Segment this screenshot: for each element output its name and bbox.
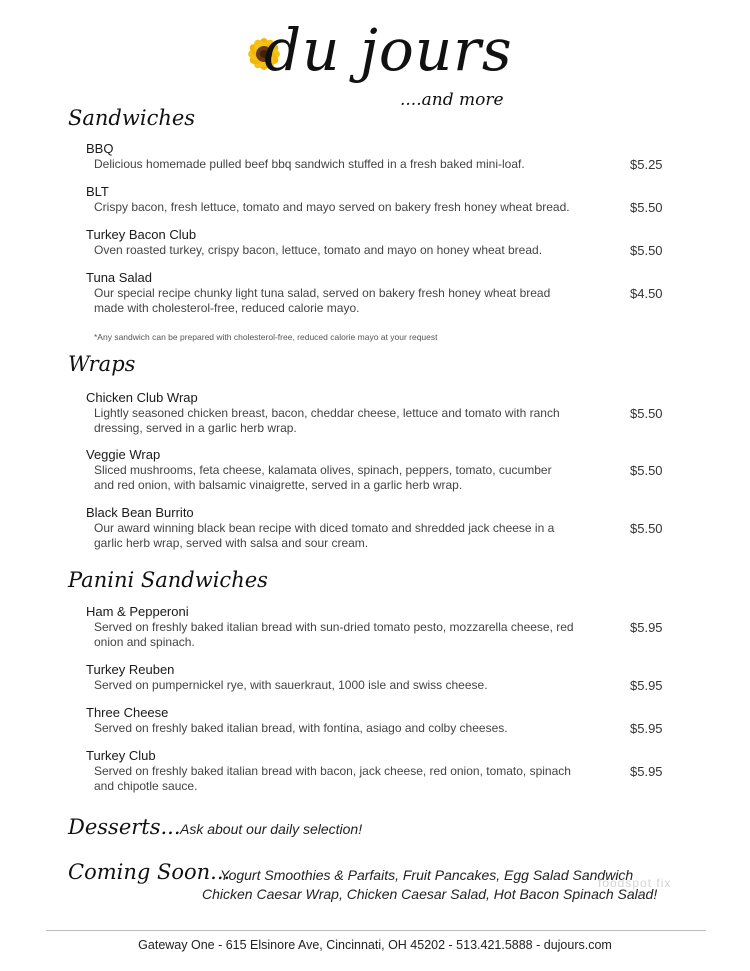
item-description: Served on freshly baked italian bread, with fontina, asiago and colby cheeses. — [94, 721, 508, 735]
brand-name: du jours — [264, 16, 513, 84]
coming-soon-line-2: Chicken Caesar Wrap, Chicken Caesar Salad, Hot Bacon Spinach Salad! — [202, 886, 658, 902]
item-name: Ham & Pepperoni — [86, 604, 189, 619]
item-description: Our award winning black bean recipe with diced tomato and shredded jack cheese in a garlic herb wrap, served with salsa and sour cream. — [94, 521, 555, 550]
item-description: Our special recipe chunky light tuna salad, served on bakery fresh honey wheat bread made with cholesterol-free, reduced calorie mayo. — [94, 286, 551, 315]
section-title-sandwiches: Sandwiches — [68, 106, 196, 130]
item-description: Served on freshly baked italian bread with bacon, jack cheese, red onion, tomato, spinach and chipotle sauce. — [94, 764, 571, 793]
item-description: Lightly seasoned chicken breast, bacon, cheddar cheese, lettuce and tomato with ranch dressing, served in a garlic herb wrap. — [94, 406, 560, 435]
item-name: BLT — [86, 184, 109, 199]
item-description: Crispy bacon, fresh lettuce, tomato and mayo served on bakery fresh honey wheat bread. — [94, 200, 570, 214]
item-price: $5.95 — [630, 721, 663, 736]
coming-soon-line-1: Yogurt Smoothies & Parfaits, Fruit Pancakes, Egg Salad Sandwich — [220, 867, 634, 883]
section-title-coming-soon: Coming Soon... — [68, 860, 231, 884]
item-price: $4.50 — [630, 286, 663, 301]
brand-tagline: ....and more — [400, 90, 504, 110]
item-name: Three Cheese — [86, 705, 169, 720]
item-price: $5.50 — [630, 521, 663, 536]
item-name: Veggie Wrap — [86, 447, 161, 462]
item-price: $5.95 — [630, 764, 663, 779]
footer-divider — [46, 930, 706, 931]
item-price: $5.95 — [630, 620, 663, 635]
desserts-text: Ask about our daily selection! — [180, 821, 363, 837]
sandwich-note: *Any sandwich can be prepared with cholesterol-free, reduced calorie mayo at your request — [94, 332, 438, 342]
section-title-wraps: Wraps — [68, 352, 136, 376]
item-name: BBQ — [86, 141, 114, 156]
item-price: $5.50 — [630, 243, 663, 258]
item-price: $5.50 — [630, 463, 663, 478]
item-price: $5.50 — [630, 406, 663, 421]
item-description: Served on freshly baked italian bread with sun-dried tomato pesto, mozzarella cheese, red onion and spinach. — [94, 620, 574, 649]
section-title-panini: Panini Sandwiches — [68, 568, 268, 592]
item-name: Turkey Club — [86, 748, 156, 763]
item-description: Served on pumpernickel rye, with sauerkraut, 1000 isle and swiss cheese. — [94, 678, 488, 692]
item-price: $5.95 — [630, 678, 663, 693]
brand-logo — [238, 16, 528, 122]
section-title-desserts: Desserts... — [68, 815, 181, 839]
item-name: Chicken Club Wrap — [86, 390, 198, 405]
watermark: foodspot fix — [598, 876, 672, 890]
item-description: Oven roasted turkey, crispy bacon, lettuce, tomato and mayo on honey wheat bread. — [94, 243, 543, 257]
item-name: Tuna Salad — [86, 270, 153, 285]
item-name: Black Bean Burrito — [86, 505, 194, 520]
item-price: $5.25 — [630, 157, 663, 172]
item-name: Turkey Bacon Club — [86, 227, 197, 242]
item-description: Sliced mushrooms, feta cheese, kalamata olives, spinach, peppers, tomato, cucumber and red onion, with balsamic vinaigrette, served in a garlic herb wrap. — [94, 463, 552, 492]
footer-address: Gateway One - 615 Elsinore Ave, Cincinnati, OH 45202 - 513.421.5888 - dujours.com — [138, 938, 612, 952]
item-price: $5.50 — [630, 200, 663, 215]
item-name: Turkey Reuben — [86, 662, 175, 677]
item-description: Delicious homemade pulled beef bbq sandwich stuffed in a fresh baked mini-loaf. — [94, 157, 525, 171]
